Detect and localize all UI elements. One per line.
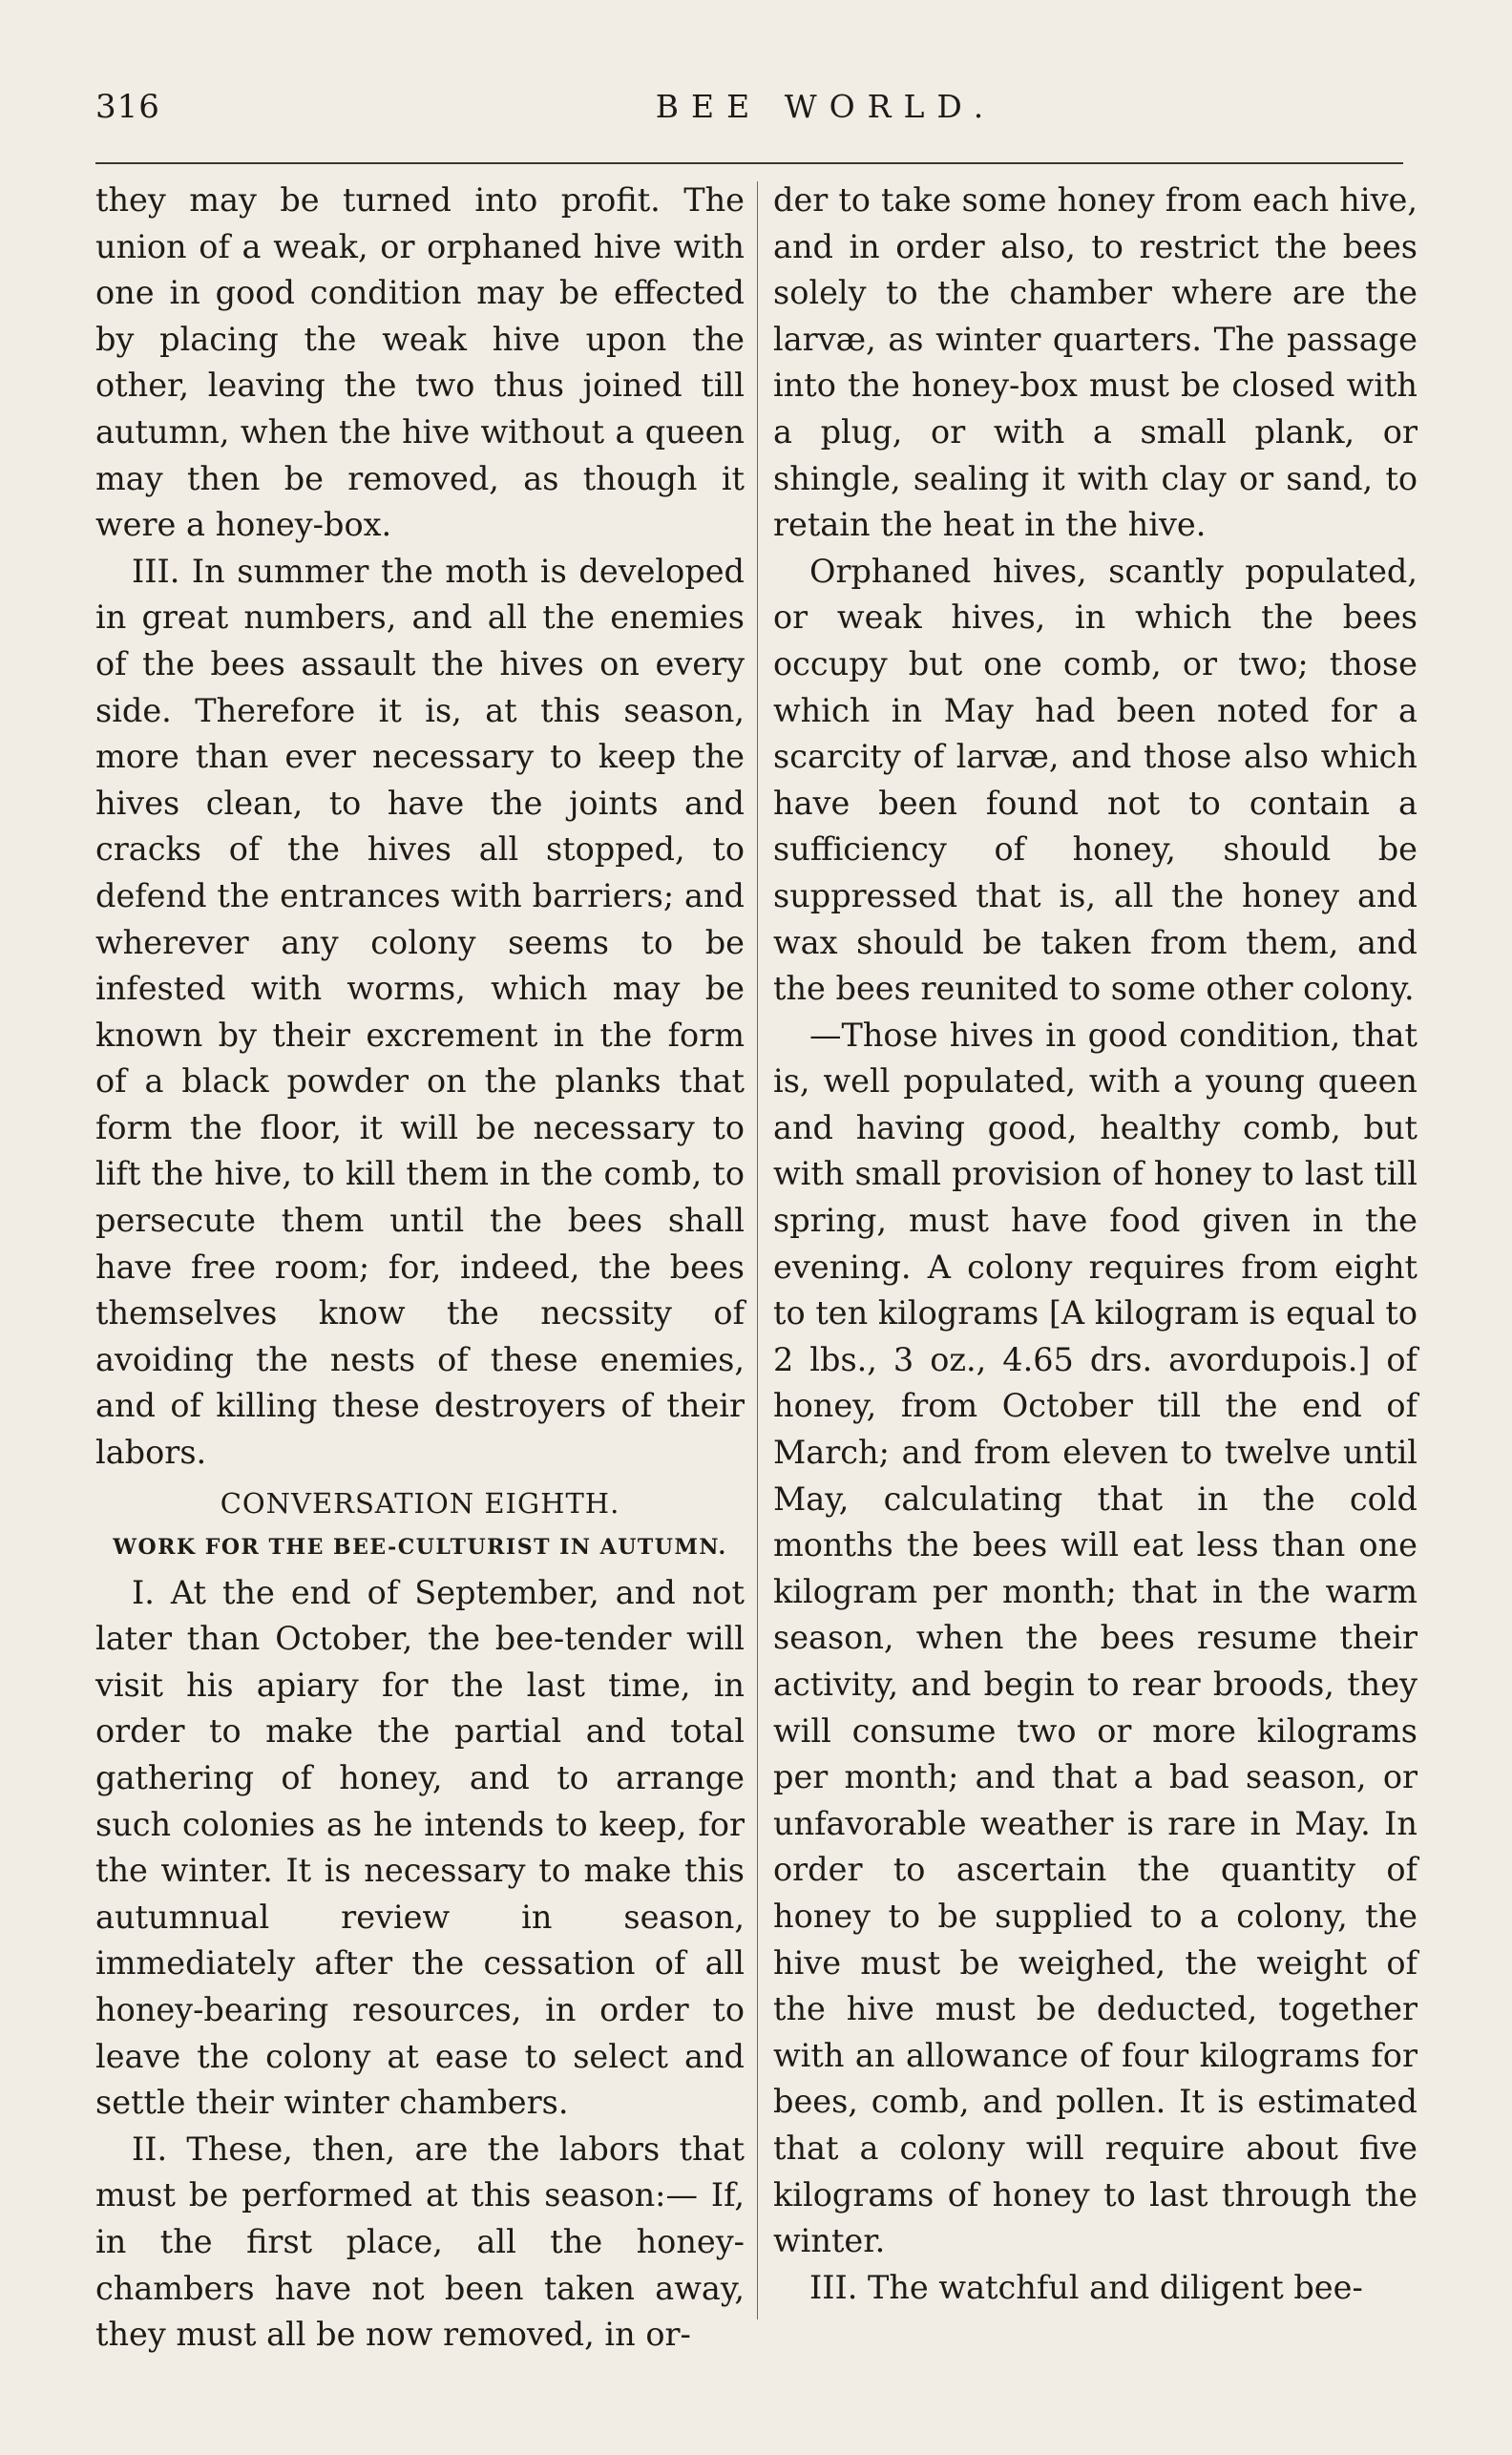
chapter-subheading: WORK FOR THE BEE-CULTURIST IN AUTUMN. — [113, 1534, 727, 1560]
left-paragraph-3: I. At the end of September, and not later than October, the bee-tender will visit his apiary for the last time, in order to make the partial and total gathering of honey, and to arrange such colonies as he intends to keep, for the winter. It is necessary to make this autumnual review in season, immediately after the cessation of all honey-bearing resources, in order to leave the colony at ease to select and settle their winter chambers. — [95, 1573, 745, 2122]
left-paragraph-2: III. In summer the moth is developed in great numbers, and all the enemies of the bees assault the hives on every side. Therefore it is, at this season, more than ever necessary to keep the hives clean, to have the joints and cracks of the hives all stopped, to defend the entrances with barriers; and wherever any colony seems to be infested with worms, which may be known by their excrement in the form of a black powder on the planks that form the floor, it will be necessary to lift the hive, to kill them in the comb, to persecute them until the bees shall have free room; for, indeed, the bees themselves know the necssity of avoiding the nests of these enemies, and of killing these destroyers of their labors. — [95, 552, 745, 1472]
running-title: BEE WORLD. — [655, 88, 997, 125]
right-paragraph-3: —Those hives in good condition, that is, well populated, with a young queen and having good, healthy comb, but with small provision of honey to last till spring, must have food given in the evening. A colony requires from eight to ten kilograms [A kilogram is equal to 2 lbs., 3 oz., 4.65 drs. avordupois.] of honey, from October till the end of March; and from eleven to twelve until May, calculating that in the cold months the bees will eat less than one kilogram per month; that in the warm season, when the bees resume their activity, and begin to rear broods, they will consume two or more kilograms per month; and that a bad season, or unfavorable weather is rare in May. In order to ascertain the quantity of honey to be supplied to a colony, the hive must be weighed, the weight of the hive must be deducted, together with an allowance of four kilograms for bees, comb, and pollen. It is estimated that a colony will require about five kilograms of honey to last through the winter. — [773, 1016, 1418, 2260]
left-column — [95, 178, 745, 2359]
right-paragraph-4: III. The watchful and diligent bee- — [809, 2268, 1363, 2306]
left-paragraph-4: II. These, then, are the labors that must be performed at this season:— If, in the first place, all the honey-chambers have not been taken away, they must all be now removed, in or- — [95, 2130, 745, 2354]
page-number: 316 — [95, 88, 160, 126]
right-column — [773, 178, 1418, 2311]
chapter-heading: CONVERSATION EIGHTH. — [220, 1486, 620, 1520]
right-paragraph-2: Orphaned hives, scantly populated, or weak hives, in which the bees occupy but one comb, or two; those which in May had been noted for a scarcity of larvæ, and those also which have been found not to contain a sufficiency of honey, should be suppressed that is, all the honey and wax should be taken from them, and the bees reunited to some other colony. — [773, 552, 1418, 1008]
right-paragraph-1: der to take some honey from each hive, and in order also, to restrict the bees solely to the chamber where are the larvæ, as winter quarters. The passage into the honey-box must be closed with a plug, or with a small plank, or shingle, sealing it with clay or sand, to retain the heat in the hive. — [773, 181, 1418, 544]
left-paragraph-1: they may be turned into profit. The union of a weak, or orphaned hive with one in good condition may be effected by placing the weak hive upon the other, leaving the two thus joined till autumn, when the hive without a queen may then be removed, as though it were a honey-box. — [95, 181, 745, 544]
page-header — [95, 88, 1403, 136]
header-rule — [95, 162, 1403, 164]
column-divider — [757, 181, 758, 2319]
